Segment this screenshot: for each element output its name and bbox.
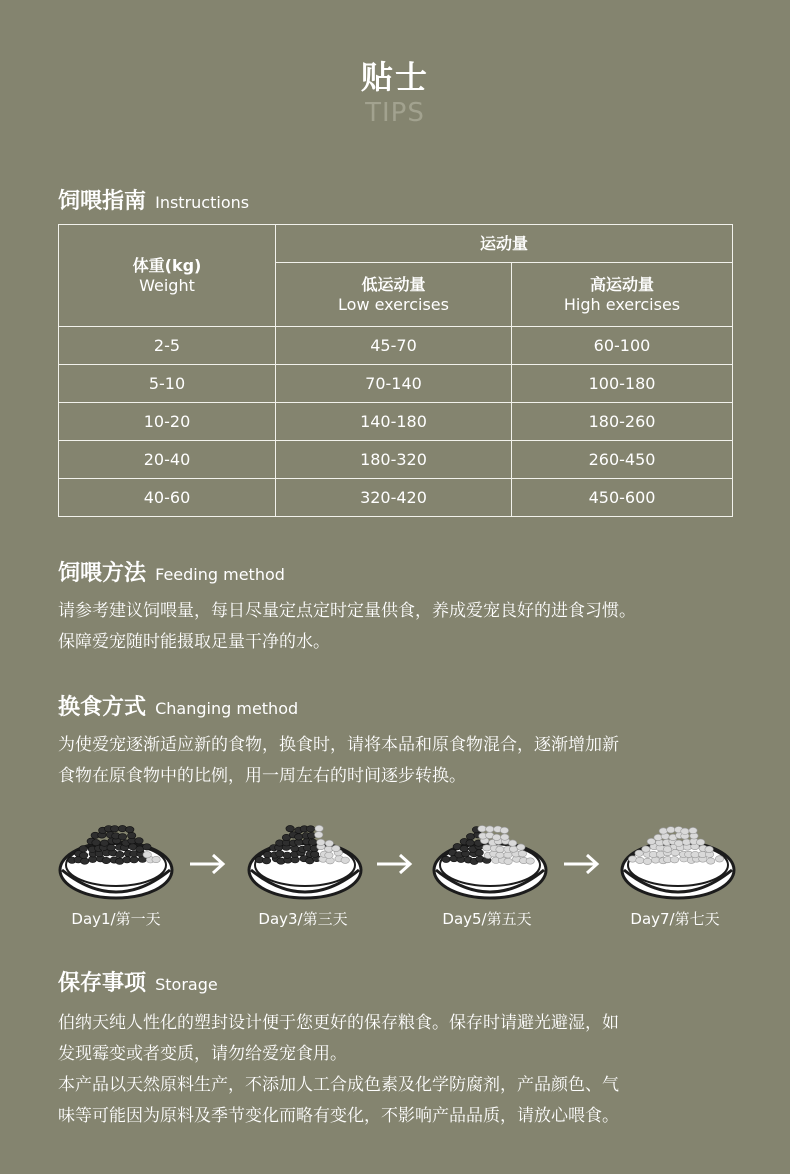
kibble	[341, 857, 349, 863]
weight-cell: 10-20	[59, 403, 276, 441]
kibble	[501, 834, 509, 840]
kibble	[143, 844, 151, 850]
kibble	[128, 832, 136, 838]
changing-line-1: 为使爱宠逐渐适应新的食物，换食时，请将本品和原食物混合，逐渐增加新	[58, 735, 619, 755]
low-cell: 180-320	[276, 441, 512, 479]
low-cell: 70-140	[276, 365, 512, 403]
changing-text	[58, 730, 748, 792]
kibble	[681, 828, 689, 834]
kibble	[332, 845, 340, 851]
low-exercise-header	[276, 263, 512, 327]
kibble	[315, 825, 323, 831]
kibble	[126, 826, 134, 832]
day1-label: Day1/第一天	[71, 910, 161, 928]
kibble	[283, 852, 291, 858]
exercise-header-cn: 运动量	[480, 233, 529, 253]
kibble	[116, 851, 124, 857]
low-header-cn: 低运动量	[361, 274, 426, 294]
storage-heading	[58, 966, 218, 997]
kibble	[643, 858, 651, 864]
kibble	[100, 840, 108, 846]
kibble	[689, 827, 697, 833]
feeding-heading	[58, 556, 285, 587]
storage-text	[58, 1008, 748, 1132]
table-row	[59, 365, 733, 403]
kibble	[286, 825, 294, 831]
kibble	[317, 839, 325, 845]
kibble	[102, 857, 110, 863]
kibble	[642, 846, 650, 852]
kibble	[111, 826, 119, 832]
kibble	[79, 846, 87, 852]
table-row	[59, 479, 733, 517]
high-exercise-header	[512, 263, 733, 327]
kibble	[143, 852, 151, 858]
kibble	[715, 856, 723, 862]
kibble	[696, 839, 704, 845]
kibble	[309, 839, 317, 845]
kibble	[311, 851, 319, 857]
changing-heading	[58, 690, 298, 721]
page-title: 贴士	[360, 58, 429, 96]
weight-header-en: Weight	[139, 275, 195, 295]
day5-label: Day5/第五天	[442, 910, 532, 928]
kibble	[517, 844, 525, 850]
low-header-en: Low exercises	[338, 294, 449, 314]
low-cell: 320-420	[276, 479, 512, 517]
kibble	[135, 838, 143, 844]
instructions-title-en: Instructions	[155, 193, 250, 212]
kibble	[508, 840, 516, 846]
feeding-text	[58, 596, 748, 658]
day3-label: Day3/第三天	[258, 910, 348, 928]
weight-cell: 2-5	[59, 327, 276, 365]
kibble	[460, 845, 468, 851]
kibble	[670, 857, 678, 863]
storage-line-3: 本产品以天然原料生产，不添加人工合成色素及化学防腐剂，产品颜色、气	[58, 1075, 619, 1095]
kibble	[118, 825, 126, 831]
kibble	[306, 826, 314, 832]
weight-cell: 5-10	[59, 365, 276, 403]
feeding-title-en: Feeding method	[155, 565, 285, 584]
kibble	[486, 826, 494, 832]
kibble	[315, 832, 323, 838]
kibble	[500, 827, 508, 833]
kibble	[707, 858, 715, 864]
arrow-right-icon	[188, 852, 228, 876]
changing-title-cn: 换食方式	[58, 695, 147, 720]
exercise-header	[276, 225, 733, 263]
food-bowl-day1	[56, 810, 176, 902]
feeding-table	[58, 224, 733, 517]
low-cell: 45-70	[276, 327, 512, 365]
kibble	[295, 834, 303, 840]
weight-header	[59, 225, 276, 327]
kibble	[152, 856, 160, 862]
high-header-cn: 高运动量	[590, 274, 655, 294]
high-header-en: High exercises	[563, 294, 681, 314]
food-bowl-day7	[618, 810, 738, 902]
weight-header-cn: 体重(kg)	[132, 255, 202, 275]
table-row	[59, 441, 733, 479]
kibble	[118, 834, 126, 840]
food-bowl-day3	[245, 810, 365, 902]
high-cell: 180-260	[512, 403, 733, 441]
kibble	[130, 857, 138, 863]
kibble	[705, 846, 713, 852]
kibble	[325, 852, 333, 858]
storage-line-2: 发现霉变或者变质，请勿给爱宠食用。	[58, 1044, 347, 1064]
storage-line-4: 味等可能因为原料及季节变化而略有变化，不影响产品品质，请放心喂食。	[58, 1106, 619, 1126]
instructions-heading	[58, 184, 249, 215]
kibble	[504, 858, 512, 864]
food-bowl-day5	[430, 810, 550, 902]
table-row	[59, 403, 733, 441]
kibble	[659, 828, 667, 834]
high-cell: 60-100	[512, 327, 733, 365]
changing-line-2: 食物在原食物中的比例，用一周左右的时间逐步转换。	[58, 766, 466, 786]
kibble	[667, 827, 675, 833]
kibble	[682, 839, 690, 845]
table-row	[59, 327, 733, 365]
kibble	[478, 826, 486, 832]
kibble	[483, 845, 491, 851]
feeding-line-1: 请参考建议饲喂量，每日尽量定点定时定量供食，养成爱宠良好的进食习惯。	[58, 601, 636, 621]
kibble	[466, 840, 474, 846]
high-cell: 100-180	[512, 365, 733, 403]
weight-cell: 40-60	[59, 479, 276, 517]
weight-cell: 20-40	[59, 441, 276, 479]
storage-title-en: Storage	[155, 975, 218, 994]
kibble	[691, 851, 699, 857]
instructions-title-cn: 饲喂指南	[58, 189, 147, 214]
kibble	[442, 856, 450, 862]
kibble	[636, 857, 644, 863]
high-cell: 260-450	[512, 441, 733, 479]
kibble	[675, 840, 683, 846]
feeding-title-cn: 饲喂方法	[58, 561, 147, 586]
food-transition-steps	[0, 810, 790, 930]
arrow-right-icon	[562, 852, 602, 876]
storage-title-cn: 保存事项	[58, 971, 147, 996]
kibble	[262, 858, 270, 864]
page-subtitle: TIPS	[365, 98, 425, 128]
changing-title-en: Changing method	[155, 699, 299, 718]
kibble	[518, 851, 526, 857]
day7-label: Day7/第七天	[630, 910, 720, 928]
kibble	[325, 840, 333, 846]
high-cell: 450-600	[512, 479, 733, 517]
kibble	[526, 858, 534, 864]
feeding-line-2: 保障爱宠随时能摄取足量干净的水。	[58, 632, 330, 652]
low-cell: 140-180	[276, 403, 512, 441]
kibble	[492, 834, 500, 840]
kibble	[92, 839, 100, 845]
storage-line-1: 伯纳天纯人性化的塑封设计便于您更好的保存粮食。保存时请避光避湿，如	[58, 1013, 619, 1033]
kibble	[80, 852, 88, 858]
kibble	[496, 846, 504, 852]
arrow-right-icon	[375, 852, 415, 876]
kibble	[81, 858, 89, 864]
